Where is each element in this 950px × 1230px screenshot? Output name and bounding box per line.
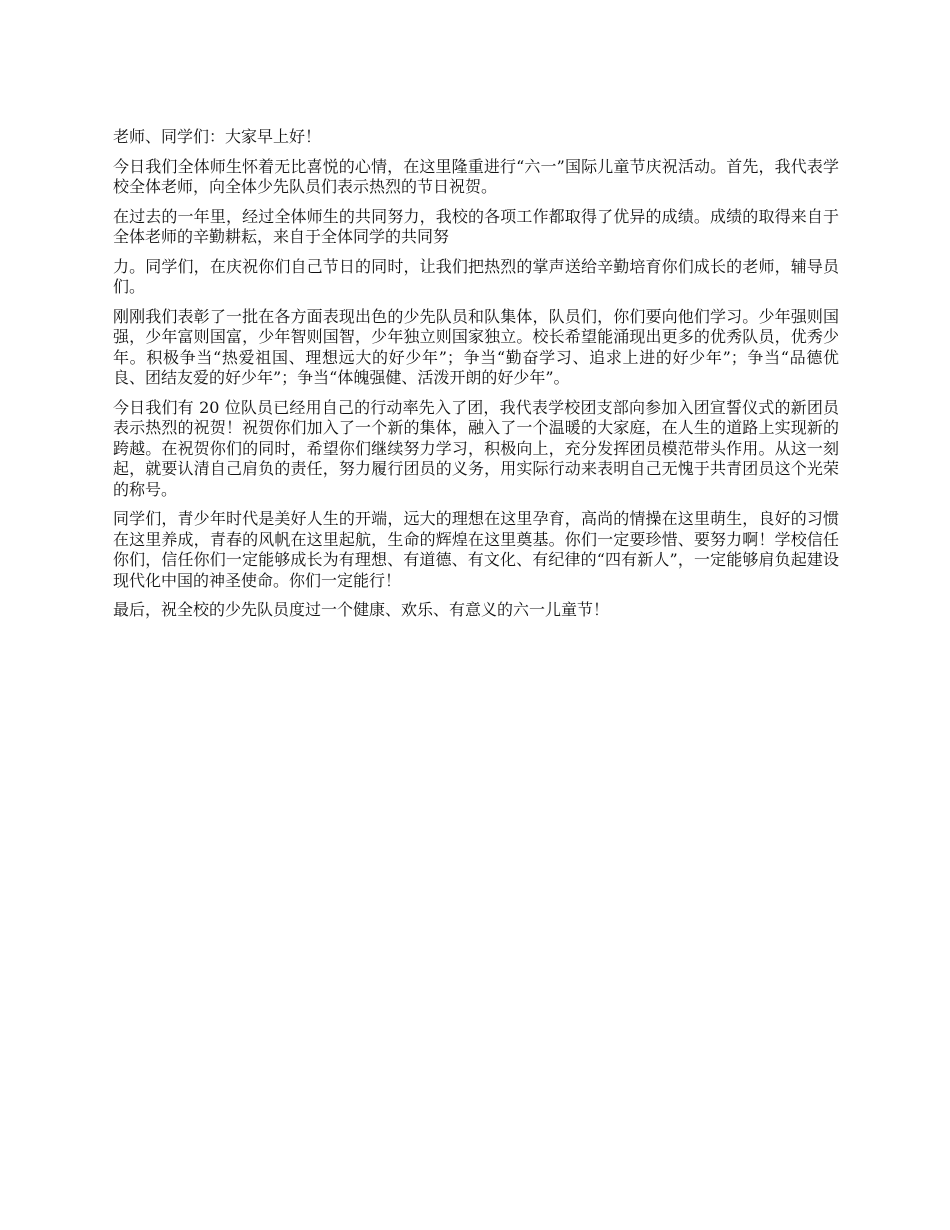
paragraph-greeting: 老师、同学们：大家早上好！ — [113, 127, 322, 146]
paragraph-thanks: 力。同学们，在庆祝你们自己节日的同时，让我们把热烈的掌声送给辛勤培育你们成长的老师，辅导员们。 — [113, 256, 839, 296]
paragraph-opening: 今日我们全体师生怀着无比喜悦的心情，在这里隆重进行“六一”国际儿童节庆祝活动。首先，我代表学校全体老师，向全体少先队员们表示热烈的节日祝贺。 — [113, 156, 839, 196]
document-page — [113, 127, 839, 630]
paragraph-encouragement: 同学们，青少年时代是美好人生的开端，远大的理想在这里孕育，高尚的情操在这里萌生，良好的习惯在这里养成，青春的风帆在这里起航，生命的辉煌在这里奠基。你们一定要珍惜、要努力啊！学校信任你们，信任你们一定能够成长为有理想、有道德、有文化、有纪律的“四有新人”，一定能够肩负起建设现代化中国的神圣使命。你们一定能行！ — [113, 509, 839, 590]
paragraph-commendation: 刚刚我们表彰了一批在各方面表现出色的少先队员和队集体，队员们，你们要向他们学习。少年强则国强，少年富则国富，少年智则国智，少年独立则国家独立。校长希望能涌现出更多的优秀队员，优秀少年。积极争当“热爱祖国、理想远大的好少年”；争当“勤奋学习、追求上进的好少年”；争当“品德优良、团结友爱的好少年”；争当“体魄强健、活泼开朗的好少年”。 — [113, 306, 839, 387]
paragraph-closing: 最后，祝全校的少先队员度过一个健康、欢乐、有意义的六一儿童节！ — [113, 600, 610, 619]
paragraph-new-members: 今日我们有 20 位队员已经用自己的行动率先入了团，我代表学校团支部向参加入团宣誓仪式的新团员表示热烈的祝贺！祝贺你们加入了一个新的集体，融入了一个温暖的大家庭，在人生的道路上实现新的跨越。在祝贺你们的同时，希望你们继续努力学习，积极向上，充分发挥团员模范带头作用。从这一刻起，就要认清自己肩负的责任，努力履行团员的义务，用实际行动来表明自己无愧于共青团员这个光荣的称号。 — [113, 397, 839, 499]
paragraph-achievements: 在过去的一年里，经过全体师生的共同努力，我校的各项工作都取得了优异的成绩。成绩的取得来自于全体老师的辛勤耕耘，来自于全体同学的共同努 — [113, 206, 839, 246]
